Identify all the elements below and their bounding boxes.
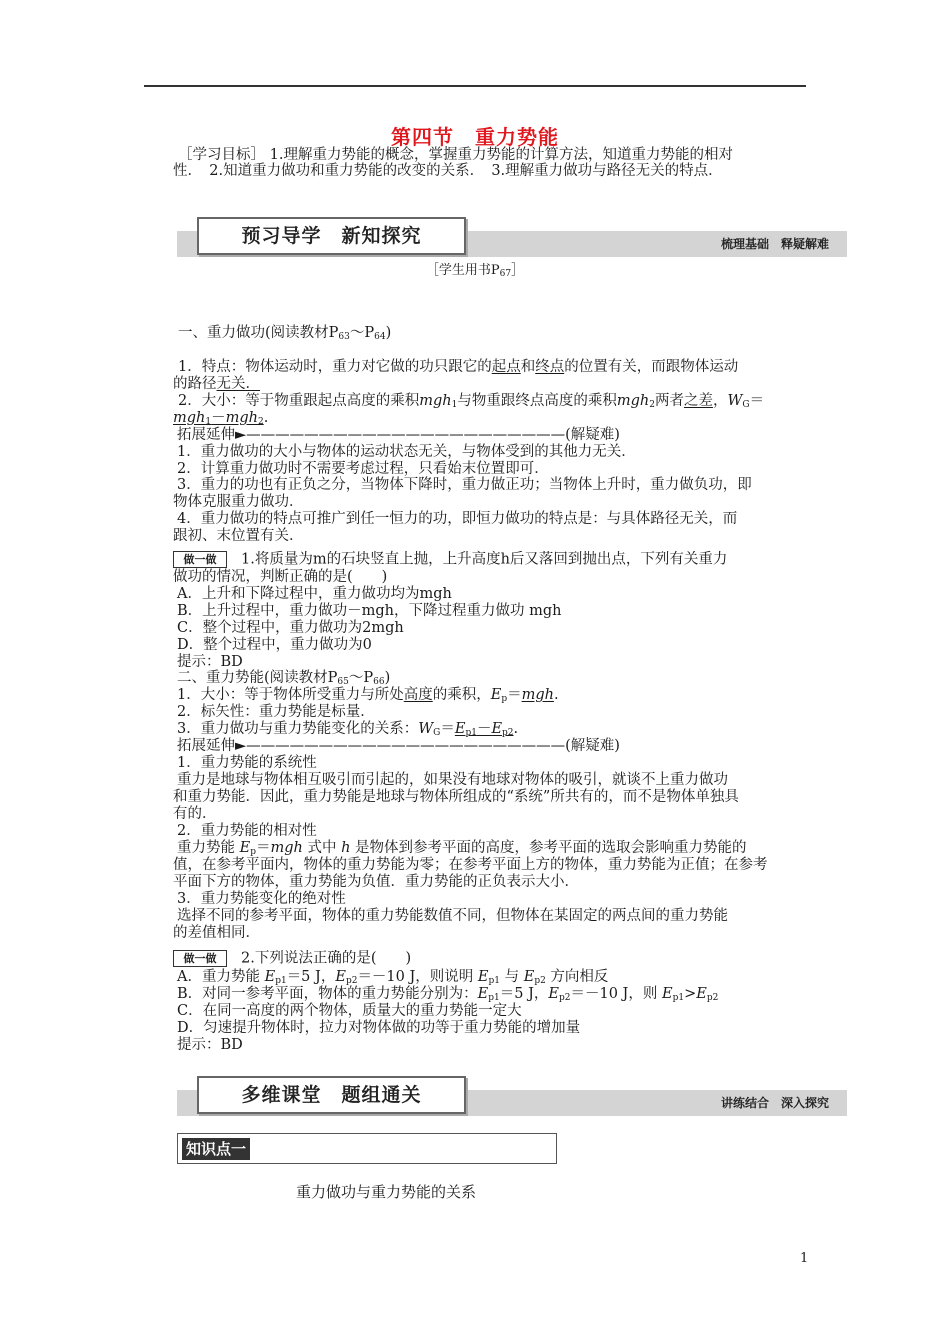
section2-ext-11: 的差值相同． (173, 925, 260, 941)
section1-point2: 2．大小：等于物重跟起点高度的乘积mgh$_1$与物重跟终点高度的乘积mgh$_2$两者之差，$W_G=$ (178, 393, 765, 410)
q1-option-a: A．上升和下降过程中，重力做功均为mgh (177, 586, 452, 602)
book-reference: ［学生用书$P_{67}]$ (425, 263, 525, 279)
question-1: 做一做 1.将质量为m的石块竖直上抛，上升高度h后又落回到抛出点，下列有关重力 (173, 551, 813, 568)
goals-line-2: 性． 2.知道重力做功和重力势能的改变的关系． 3.理解重力做功与路径无关的特点． (173, 163, 723, 179)
try-badge-2: 做一做 (173, 950, 227, 967)
section2-heading: 二、重力势能(阅读教材$P_{65}\sim P_{66}$) (177, 670, 391, 687)
section1-point1-cont: 的路径无关． (173, 376, 260, 392)
question-1-cont: 做功的情况，判断正确的是( ) (173, 569, 388, 585)
banner-right-text: 讲练结合 深入探究 (720, 1096, 829, 1110)
section1-ext-3: 3．重力的功也有正负之分，当物体下降时，重力做正功；当物体上升时，重力做负功，即 (177, 477, 752, 493)
section1-point2-cont: mgh$_1$－mgh$_2$. (173, 410, 269, 427)
section2-ext-8: 平面下方的物体，重力势能为负值．重力势能的正负表示大小． (173, 874, 579, 890)
section1-ext-2: 2．计算重力做功时不需要考虑过程，只看始末位置即可． (177, 461, 549, 477)
q2-option-b: B．对同一参考平面，物体的重力势能分别为：$E_{p1}=5$ J，$E_{p2}=-10$ J，则 $E_{p1}>E_{p2}$ (177, 986, 719, 1003)
page-number: 1 (800, 1251, 809, 1266)
knowledge-point-title: 重力做功与重力势能的关系 (296, 1183, 477, 1201)
section-banner-preview (177, 225, 847, 257)
try-badge-1: 做一做 (173, 551, 227, 568)
section1-ext-1: 1．重力做功的大小与物体的运动状态无关，与物体受到的其他力无关． (177, 444, 636, 460)
q1-option-d: D．整个过程中，重力做功为0 (177, 637, 372, 653)
section2-ext-2: 重力是地球与物体相互吸引而引起的，如果没有地球对物体的吸引，就谈不上重力做功 (177, 772, 728, 788)
section-banner-classroom (177, 1084, 847, 1116)
section2-point3: 3．重力做功与重力势能变化的关系：$W_G=E_{p1}-E_{p2}$. (177, 721, 519, 738)
q2-hint: 提示：BD (177, 1037, 243, 1053)
q2-option-a: A．重力势能 $E_{p1}=5$ J，$E_{p2}=-10$ J，则说明 $E_{p1}$ 与 $E_{p2}$ 方向相反 (177, 969, 609, 986)
section2-point1: 1．大小：等于物体所受重力与所处高度的乘积，$E_p=mgh$. (177, 687, 559, 704)
section2-ext-10: 选择不同的参考平面，物体的重力势能数值不同，但物体在某固定的两点间的重力势能 (177, 908, 728, 924)
section2-ext-4: 有的． (173, 806, 217, 822)
section2-ext-5: 2．重力势能的相对性 (177, 823, 317, 839)
question-2: 做一做 2.下列说法正确的是( ) (173, 950, 813, 967)
section1-heading: 一、重力做功(阅读教材$P_{63}\sim P_{64}$) (178, 325, 392, 342)
goals-line-1: ［学习目标］ 1.理解重力势能的概念，掌握重力势能的计算方法，知道重力势能的相对 (178, 147, 733, 163)
section1-point1: 1．特点：物体运动时，重力对它做的功只跟它的起点和终点的位置有关，而跟物体运动 (178, 359, 739, 375)
knowledge-point-box (177, 1133, 557, 1164)
section2-ext-1: 1．重力势能的系统性 (177, 755, 317, 771)
section2-ext-7: 值，在参考平面内，物体的重力势能为零；在参考平面上方的物体，重力势能为正值；在参考 (173, 857, 768, 873)
section1-ext-4: 4．重力做功的特点可推广到任一恒力的功，即恒力做功的特点是：与具体路径无关，而 (177, 511, 738, 527)
section2-ext-head: 拓展延伸►——————————————————————(解疑难) (177, 738, 620, 754)
q1-option-b: B．上升过程中，重力做功－mgh，下降过程重力做功 mgh (177, 603, 562, 619)
banner-label: 预习导学 新知探究 (197, 217, 466, 255)
header-rule (144, 85, 806, 87)
section1-ext-4-cont: 跟初、末位置有关． (173, 528, 304, 544)
q1-hint: 提示：BD (177, 654, 243, 670)
knowledge-point-tag: 知识点一 (182, 1138, 250, 1160)
q2-option-d: D．匀速提升物体时，拉力对物体做的功等于重力势能的增加量 (177, 1020, 581, 1036)
section2-ext-3: 和重力势能．因此，重力势能是地球与物体所组成的“系统”所共有的，而不是物体单独具 (173, 789, 739, 805)
section2-point2: 2．标矢性：重力势能是标量． (177, 704, 375, 720)
section2-ext-9: 3．重力势能变化的绝对性 (177, 891, 346, 907)
section1-ext-head: 拓展延伸►——————————————————————(解疑难) (177, 427, 620, 443)
section1-ext-3-cont: 物体克服重力做功． (173, 494, 304, 510)
banner-right-text: 梳理基础 释疑解难 (720, 237, 829, 251)
page-title: 第四节 重力势能 (391, 125, 559, 149)
section2-ext-6: 重力势能 $E_p=mgh$ 式中 h 是物体到参考平面的高度，参考平面的选取会影响重力势能的 (177, 840, 747, 857)
banner-label: 多维课堂 题组通关 (197, 1076, 466, 1114)
q2-option-c: C．在同一高度的两个物体，质量大的重力势能一定大 (177, 1003, 522, 1019)
q1-option-c: C．整个过程中，重力做功为2mgh (177, 620, 404, 636)
